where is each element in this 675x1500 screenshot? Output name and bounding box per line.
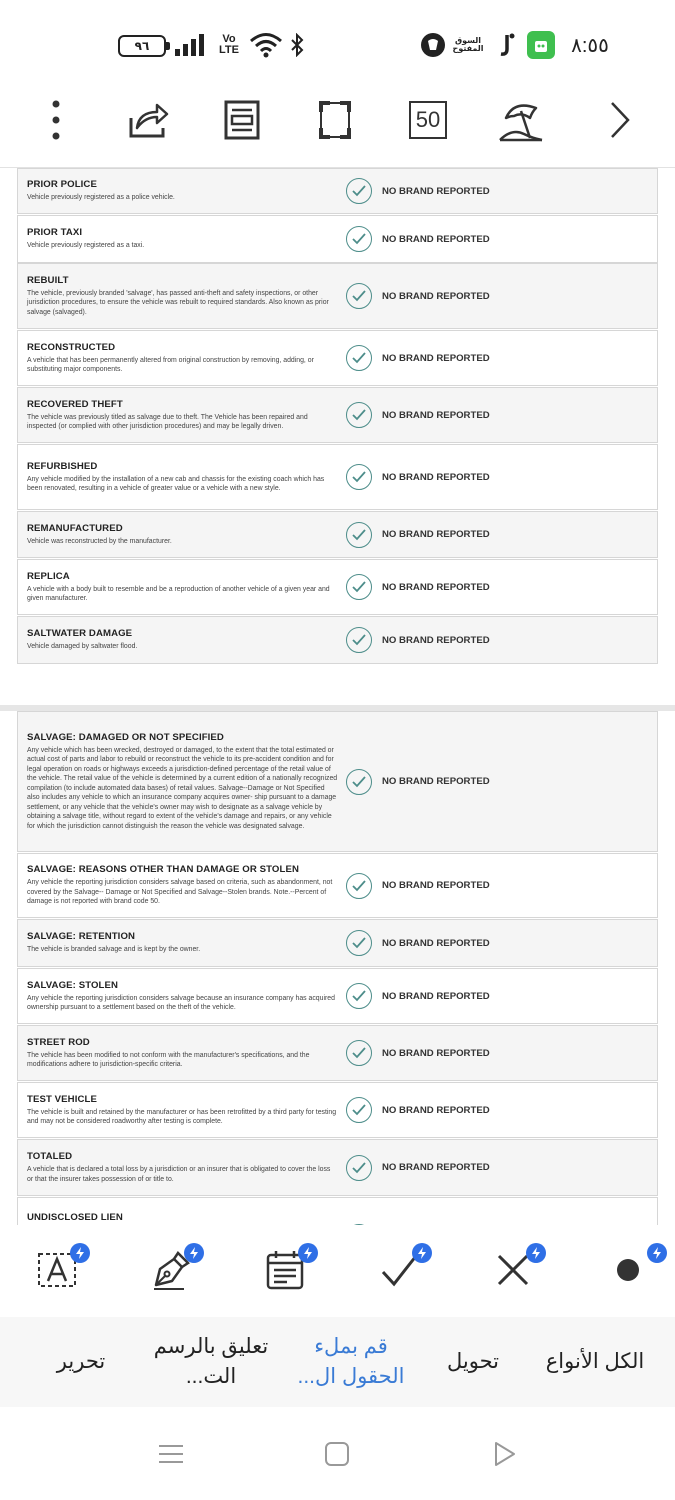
- share-button[interactable]: [124, 96, 172, 144]
- brand-description: A vehicle that has been permanently altered from original construction by removing, adding, or substituting major components.: [27, 356, 314, 373]
- brand-info: [18, 264, 338, 328]
- brand-record-row: [17, 511, 658, 558]
- status-bar: [0, 0, 675, 90]
- brand-record-row: [17, 968, 658, 1024]
- brand-title: SALTWATER DAMAGE: [27, 628, 133, 640]
- document-icon: [224, 100, 260, 140]
- brand-status-text: NO BRAND REPORTED: [382, 290, 490, 302]
- brand-description: Vehicle previously registered as a police vehicle.: [27, 194, 175, 202]
- dot-tool[interactable]: [603, 1245, 653, 1295]
- brand-record-row: [17, 387, 658, 443]
- more-vertical-icon: [51, 99, 61, 141]
- brand-info: [18, 920, 338, 966]
- tab-drawing-comment[interactable]: تعليق بالرسم الت...: [153, 1335, 269, 1388]
- action-tabs: [0, 1317, 675, 1407]
- brand-description: Vehicle damaged by saltwater flood.: [27, 643, 138, 651]
- brand-status-text: NO BRAND REPORTED: [382, 1104, 490, 1116]
- check-circle-icon: [346, 574, 372, 600]
- recents-icon: [157, 1442, 185, 1466]
- brand-status-text: NO BRAND REPORTED: [382, 1047, 490, 1059]
- brand-record-row: [17, 1082, 658, 1138]
- brand-description: The vehicle is branded salvage and is kept by the owner.: [27, 946, 201, 954]
- brand-status-text: NO BRAND REPORTED: [382, 352, 490, 364]
- brand-info: [18, 1083, 338, 1137]
- date-tool[interactable]: [260, 1245, 310, 1295]
- fullscreen-button[interactable]: [311, 96, 359, 144]
- app-notification-icon: [420, 32, 446, 58]
- brand-status-text: NO BRAND REPORTED: [382, 581, 490, 593]
- brand-status-cell: [346, 854, 490, 917]
- brand-status-text: NO BRAND REPORTED: [382, 409, 490, 421]
- brand-status-cell: [346, 1198, 372, 1225]
- home-icon: [323, 1440, 351, 1468]
- text-field-tool[interactable]: [32, 1245, 82, 1295]
- brand-record-row: [17, 919, 658, 967]
- more-options-button[interactable]: [32, 96, 80, 144]
- brand-status-cell: [346, 331, 490, 385]
- system-navigation-bar: [0, 1407, 675, 1500]
- brand-status-cell: [346, 512, 490, 557]
- check-circle-icon: [346, 283, 372, 309]
- brand-description: Any vehicle modified by the installation of a new cab and chassis for the existing coach which has been renovated, resulting in a vehicle of greater value or a vehicle with a new style.: [27, 475, 325, 492]
- brand-record-row: [17, 215, 658, 263]
- brand-description: Any vehicle the reporting jurisdiction considers salvage based on criteria, such as abandonment, not covered by the Salvage-- Damage or Not Specified and Salvage--Stolen brands. Note.--Percent of damage is not reported with brand code 50.: [27, 879, 333, 906]
- pdf-page: [0, 168, 675, 705]
- brand-status-text: NO BRAND REPORTED: [382, 776, 490, 787]
- brand-title: PRIOR POLICE: [27, 179, 97, 191]
- brand-info: [18, 969, 338, 1023]
- premium-badge-icon: [526, 1243, 546, 1263]
- brand-title: TEST VEHICLE: [27, 1093, 97, 1105]
- page-number: 50: [409, 101, 447, 139]
- brand-title: SALVAGE: REASONS OTHER THAN DAMAGE OR STOLEN: [27, 864, 299, 876]
- clock: ٨:٥٥: [571, 34, 609, 57]
- brand-record-row: [17, 1025, 658, 1081]
- brand-description: Vehicle previously registered as a taxi.: [27, 242, 145, 250]
- brand-title: STREET ROD: [27, 1036, 90, 1048]
- brand-title: REBUILT: [27, 274, 69, 286]
- check-circle-icon: [346, 226, 372, 252]
- check-circle-icon: [346, 402, 372, 428]
- brand-title: RECOVERED THEFT: [27, 398, 123, 410]
- brand-title: TOTALED: [27, 1151, 73, 1162]
- pdf-page: [0, 711, 675, 1225]
- brand-status-cell: [346, 264, 490, 328]
- brand-record-row: [17, 444, 658, 510]
- brand-info: [18, 216, 338, 262]
- brand-status-cell: [346, 1026, 490, 1080]
- brand-status-text: NO BRAND REPORTED: [382, 233, 490, 245]
- check-circle-icon: [346, 522, 372, 548]
- tab-convert[interactable]: تحويل: [447, 1350, 499, 1373]
- reading-mode-button[interactable]: [218, 96, 266, 144]
- premium-badge-icon: [70, 1243, 90, 1263]
- brand-record-row: [17, 711, 658, 852]
- brand-status-cell: [346, 617, 490, 663]
- beach-umbrella-icon: [498, 98, 544, 142]
- brand-status-text: NO BRAND REPORTED: [382, 185, 490, 197]
- signal-icon: [174, 30, 208, 60]
- brand-status-text: NO BRAND REPORTED: [382, 880, 490, 891]
- bluetooth-icon: [287, 30, 307, 60]
- market-app-icon: السوق المفتوح: [452, 36, 484, 53]
- battery-indicator: ٩٦: [118, 35, 166, 57]
- next-button[interactable]: [596, 96, 644, 144]
- fullscreen-icon: [318, 100, 352, 140]
- brand-status-cell: [346, 388, 490, 442]
- brand-info: [18, 712, 338, 851]
- brand-description: The vehicle has been modified to not conform with the manufacturer's specifications, and the modifications adhere to jurisdiction-specific criteria.: [27, 1051, 310, 1068]
- brand-record-row: [17, 559, 658, 615]
- check-circle-icon: [346, 1097, 372, 1123]
- home-button[interactable]: [320, 1437, 354, 1471]
- brand-title: UNDISCLOSED LIEN: [27, 1211, 123, 1223]
- checkmark-tool[interactable]: [374, 1245, 424, 1295]
- brand-status-text: NO BRAND REPORTED: [382, 1162, 490, 1173]
- brand-description: Any vehicle the reporting jurisdiction considers salvage because an insurance company has acquired ownership pursuant to a settlement based on the theft of the vehicle.: [27, 994, 335, 1011]
- tab-edit[interactable]: تحرير: [56, 1350, 106, 1373]
- brand-status-text: NO BRAND REPORTED: [382, 634, 490, 646]
- brand-status-cell: [346, 1140, 490, 1195]
- brand-status-text: NO BRAND REPORTED: [382, 990, 490, 1002]
- check-circle-icon: [346, 178, 372, 204]
- brand-status-text: NO BRAND REPORTED: [382, 529, 490, 540]
- page-number-button[interactable]: [404, 96, 452, 144]
- brand-info: [18, 512, 338, 557]
- brand-description: A vehicle with a body built to resemble and be a reproduction of another vehicle of a given year and given manufacturer.: [27, 585, 330, 602]
- brand-record-row: [17, 616, 658, 664]
- brand-description: Any vehicle which has been wrecked, destroyed or damaged, to the extent that the total estimated or actual cost of parts and labor to rebuild or reconstruct the vehicle to its pre-accident condition and for legal operation on roads or highways exceeds a jurisdiction-defined percentage of the retail value of the vehicle. The retail value of the vehicle is determined by a current edition of a nationally recognized compilation (to include automated data bases) of retail values. Salvage--Damage or Not Specified also includes any vehicle to which an insurance company acquires owner- ship pursuant to a damage settlement, or any vehicle that the vehicle's owner may wish to designate as a salvage vehicle by obtaining a salvage title, without regard to extent of the vehicle's damage and repairs, or any vehicle for which the jurisdiction cannot distinguish the reason the vehicle was designated salvage.: [27, 746, 338, 830]
- brand-record-row: [17, 853, 658, 918]
- wifi-icon: [248, 30, 284, 60]
- brand-status-cell: [346, 216, 490, 262]
- check-circle-icon: [346, 930, 372, 956]
- brand-status-cell: [346, 445, 490, 509]
- volte-icon: Vo LTE: [219, 33, 239, 56]
- brand-info: [18, 617, 338, 663]
- check-circle-icon: [346, 345, 372, 371]
- check-circle-icon: [346, 464, 372, 490]
- brand-title: REFURBISHED: [27, 460, 98, 472]
- brand-info: [18, 445, 338, 509]
- brand-info: [18, 560, 338, 614]
- premium-badge-icon: [647, 1243, 667, 1263]
- check-circle-icon: [346, 1155, 372, 1181]
- brand-record-row: [17, 1197, 658, 1225]
- brand-record-row: [17, 263, 658, 329]
- brand-title: SALVAGE: RETENTION: [27, 931, 136, 943]
- check-circle-icon: [346, 769, 372, 795]
- brand-record-row: [17, 1139, 658, 1196]
- document-view[interactable]: [0, 168, 675, 1225]
- green-app-icon: [527, 31, 555, 59]
- brand-info: [18, 331, 338, 385]
- brand-description: The vehicle was previously titled as salvage due to theft. The Vehicle has been repaired and inspected (or complied with other jurisdiction procedures) and may be legally driven.: [27, 413, 308, 430]
- premium-badge-icon: [412, 1243, 432, 1263]
- check-circle-icon: [346, 873, 372, 899]
- signature-tool[interactable]: [146, 1245, 196, 1295]
- recents-button[interactable]: [154, 1437, 188, 1471]
- chevron-right-icon: [608, 100, 632, 140]
- back-icon: [490, 1440, 518, 1468]
- eye-comfort-button[interactable]: [497, 96, 545, 144]
- brand-status-cell: [346, 920, 490, 966]
- brand-info: [18, 388, 338, 442]
- brand-record-row: [17, 330, 658, 386]
- share-icon: [127, 100, 169, 140]
- close-icon: [495, 1252, 531, 1288]
- brand-info: [18, 854, 338, 917]
- brand-title: REPLICA: [27, 570, 70, 582]
- annotation-toolbar: [0, 1225, 675, 1317]
- brand-status-cell: [346, 1083, 490, 1137]
- brand-description: Vehicle was reconstructed by the manufacturer.: [27, 537, 172, 545]
- cross-tool[interactable]: [488, 1245, 538, 1295]
- brand-description: The vehicle is built and retained by the manufacturer or has been retrofitted by a third party for testing and may not be considered roadworthy after testing is complete.: [27, 1108, 337, 1125]
- brand-record-row: [17, 168, 658, 214]
- brand-status-cell: [346, 169, 490, 213]
- brand-info: [18, 1198, 338, 1225]
- brand-title: PRIOR TAXI: [27, 227, 83, 239]
- brand-status-text: NO BRAND REPORTED: [382, 471, 490, 483]
- brand-info: [18, 169, 338, 213]
- dot-icon: [615, 1257, 641, 1283]
- jahez-app-icon: [492, 32, 518, 58]
- back-button[interactable]: [487, 1437, 521, 1471]
- brand-title: SALVAGE: DAMAGED OR NOT SPECIFIED: [27, 731, 224, 743]
- brand-title: REMANUFACTURED: [27, 522, 123, 534]
- brand-description: A vehicle that is declared a total loss by a jurisdiction or an insurer that is obligated to cover the loss or that the insurer takes possession of or title to.: [27, 1166, 331, 1183]
- brand-status-text: NO BRAND REPORTED: [382, 937, 490, 949]
- premium-badge-icon: [184, 1243, 204, 1263]
- check-circle-icon: [346, 983, 372, 1009]
- check-circle-icon: [346, 627, 372, 653]
- brand-status-cell: [346, 969, 490, 1023]
- check-circle-icon: [346, 1040, 372, 1066]
- tab-fill-fields[interactable]: قم بملء الحقول ال...: [297, 1335, 405, 1388]
- premium-badge-icon: [298, 1243, 318, 1263]
- brand-title: RECONSTRUCTED: [27, 341, 116, 353]
- brand-info: [18, 1026, 338, 1080]
- reader-toolbar: [0, 90, 675, 168]
- brand-info: [18, 1140, 338, 1195]
- brand-title: SALVAGE: STOLEN: [27, 979, 119, 991]
- brand-status-cell: [346, 712, 490, 851]
- brand-status-cell: [346, 560, 490, 614]
- brand-description: The vehicle, previously branded 'salvage', has passed anti-theft and safety inspections, or other jurisdiction procedures, to ensure the vehicle was rebuilt to required standards. Also known as prior salvage (salvaged).: [27, 289, 329, 316]
- tab-all-types[interactable]: الكل الأنواع: [545, 1350, 645, 1373]
